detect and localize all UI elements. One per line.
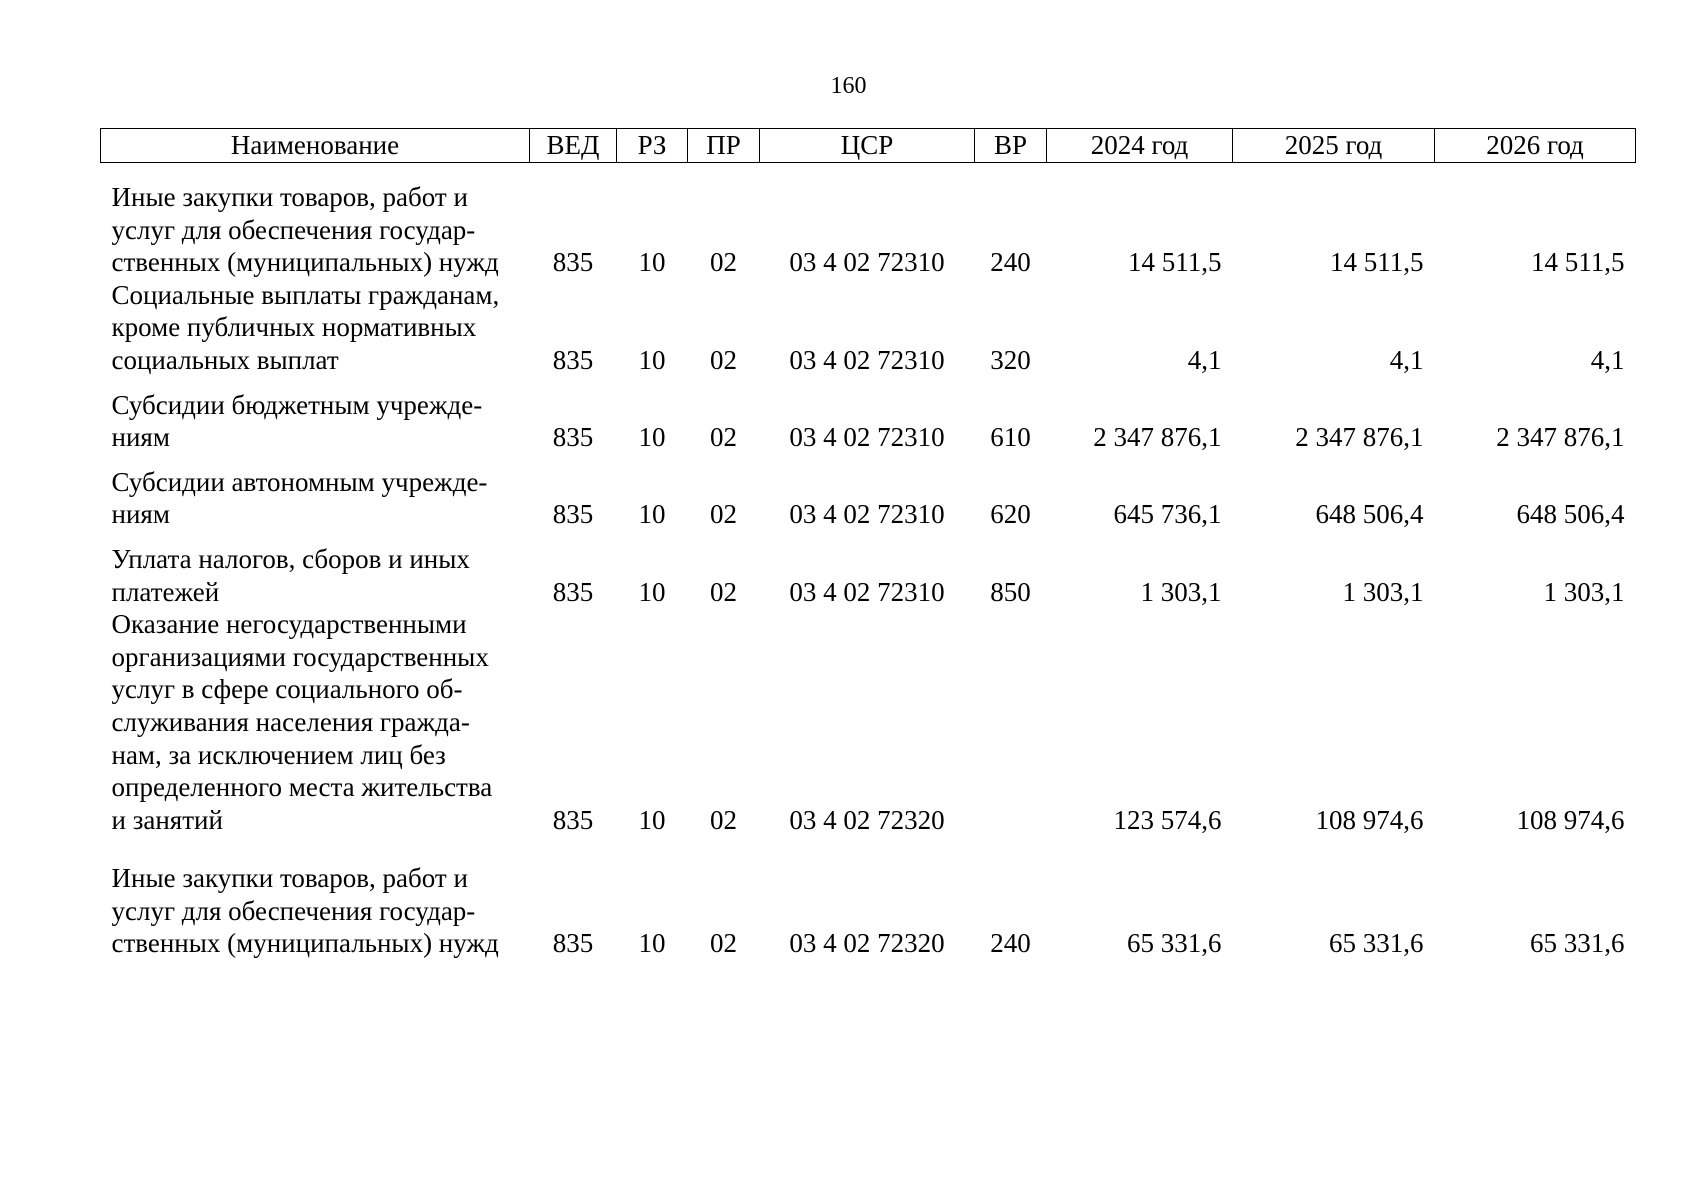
row-ved: 835 [552,928,594,959]
row-ved: 835 [552,422,594,453]
row-csr: 03 4 02 72320 [789,928,945,959]
row-vr [975,608,1047,836]
row-pr: 02 [710,804,737,835]
row-name-line: Иные закупки товаров, работ и [111,863,468,894]
row-rz: 10 [638,344,666,375]
row-ved: 835 [552,576,594,607]
row-rz: 10 [638,804,666,835]
header-vr: ВР [975,129,1047,163]
row-ved: 835 [552,804,594,835]
row-name [101,862,530,960]
row-name-line: ниям [111,422,170,453]
header-pr: ПР [688,129,760,163]
table-row [101,389,1636,454]
row-name [101,543,530,608]
row-pr: 02 [710,928,737,959]
header-2026: 2026 год [1435,129,1636,163]
row-ved: 835 [552,344,594,375]
row-name-line: организациями государственных [111,641,489,672]
row-name-line: Субсидии автономным учрежде- [111,466,488,497]
row-csr: 03 4 02 72310 [789,576,945,607]
row-2025: 65 331,6 [1329,928,1424,959]
table-row [101,543,1636,608]
row-name [101,466,530,531]
row-name [101,279,530,377]
row-name-line: услуг для обеспечения государ- [111,214,476,245]
row-vr: 620 [990,499,1031,530]
row-2024: 1 303,1 [1140,576,1222,607]
row-name-line: Социальные выплаты гражданам, [111,279,500,310]
table-row [101,181,1636,279]
row-name [101,608,530,836]
row-vr: 850 [990,576,1031,607]
row-name-line: кроме публичных нормативных [111,312,477,343]
row-csr: 03 4 02 72310 [789,422,945,453]
row-2024: 65 331,6 [1127,928,1222,959]
row-csr: 03 4 02 72310 [789,344,945,375]
row-rz: 10 [638,928,666,959]
row-name-line: услуг в сфере социального об- [111,674,463,705]
row-name-line: Иные закупки товаров, работ и [111,182,468,212]
row-vr: 240 [990,247,1031,278]
row-ved: 835 [552,499,594,530]
row-2025: 2 347 876,1 [1295,422,1424,453]
table-header-row [101,129,1636,163]
table-row [101,862,1636,960]
row-name-line: определенного места жительства [111,772,493,803]
row-name-line: служивания населения гражда- [111,706,470,737]
row-vr: 320 [990,344,1031,375]
row-2025: 4,1 [1389,344,1424,375]
row-pr: 02 [710,499,737,530]
row-2024: 645 736,1 [1113,499,1222,530]
table-row [101,279,1636,377]
row-2026: 4,1 [1590,344,1625,375]
row-csr: 03 4 02 72310 [789,499,945,530]
table-row [101,608,1636,836]
row-pr: 02 [710,422,737,453]
row-2026: 14 511,5 [1531,247,1625,278]
row-2025: 108 974,6 [1315,804,1424,835]
header-rz: РЗ [617,129,688,163]
row-name-line: социальных выплат [111,344,339,375]
row-rz: 10 [638,422,666,453]
row-name-line: Оказание негосударственными [111,609,467,640]
row-name [101,389,530,454]
row-2026: 65 331,6 [1530,928,1625,959]
row-name-line: ниям [111,499,170,530]
row-2024: 123 574,6 [1113,804,1222,835]
row-2025: 648 506,4 [1315,499,1424,530]
row-2026: 648 506,4 [1516,499,1625,530]
header-name: Наименование [101,129,530,163]
row-csr: 03 4 02 72310 [789,247,945,278]
row-name-line: нам, за исключением лиц без [111,739,446,770]
row-name-line: услуг для обеспечения государ- [111,895,476,926]
row-rz: 10 [638,576,666,607]
row-vr: 240 [990,928,1031,959]
row-name-line: и занятий [111,804,223,835]
budget-table [100,128,1636,960]
row-2024: 2 347 876,1 [1093,422,1222,453]
header-csr: ЦСР [760,129,975,163]
row-2026: 2 347 876,1 [1496,422,1625,453]
row-rz: 10 [638,247,666,278]
row-name-line: Уплата налогов, сборов и иных [111,543,470,574]
row-vr: 610 [990,422,1031,453]
row-2024: 4,1 [1187,344,1222,375]
row-pr: 02 [710,344,737,375]
row-2026: 1 303,1 [1543,576,1625,607]
header-ved: ВЕД [530,129,617,163]
row-rz: 10 [638,499,666,530]
row-name-line: ственных (муниципальных) нужд [111,247,499,278]
row-name-line: платежей [111,576,220,607]
row-2025: 14 511,5 [1330,247,1424,278]
table-row [101,466,1636,531]
page-number: 160 [830,73,867,99]
row-pr: 02 [710,576,737,607]
row-ved: 835 [552,247,594,278]
header-2025: 2025 год [1233,129,1435,163]
row-csr: 03 4 02 72320 [789,804,945,835]
row-2026: 108 974,6 [1516,804,1625,835]
row-name-line: ственных (муниципальных) нужд [111,928,499,959]
row-2024: 14 511,5 [1128,247,1222,278]
row-name [101,181,530,279]
row-name-line: Субсидии бюджетным учрежде- [111,389,483,420]
row-2025: 1 303,1 [1342,576,1424,607]
header-2024: 2024 год [1047,129,1233,163]
row-pr: 02 [710,247,737,278]
